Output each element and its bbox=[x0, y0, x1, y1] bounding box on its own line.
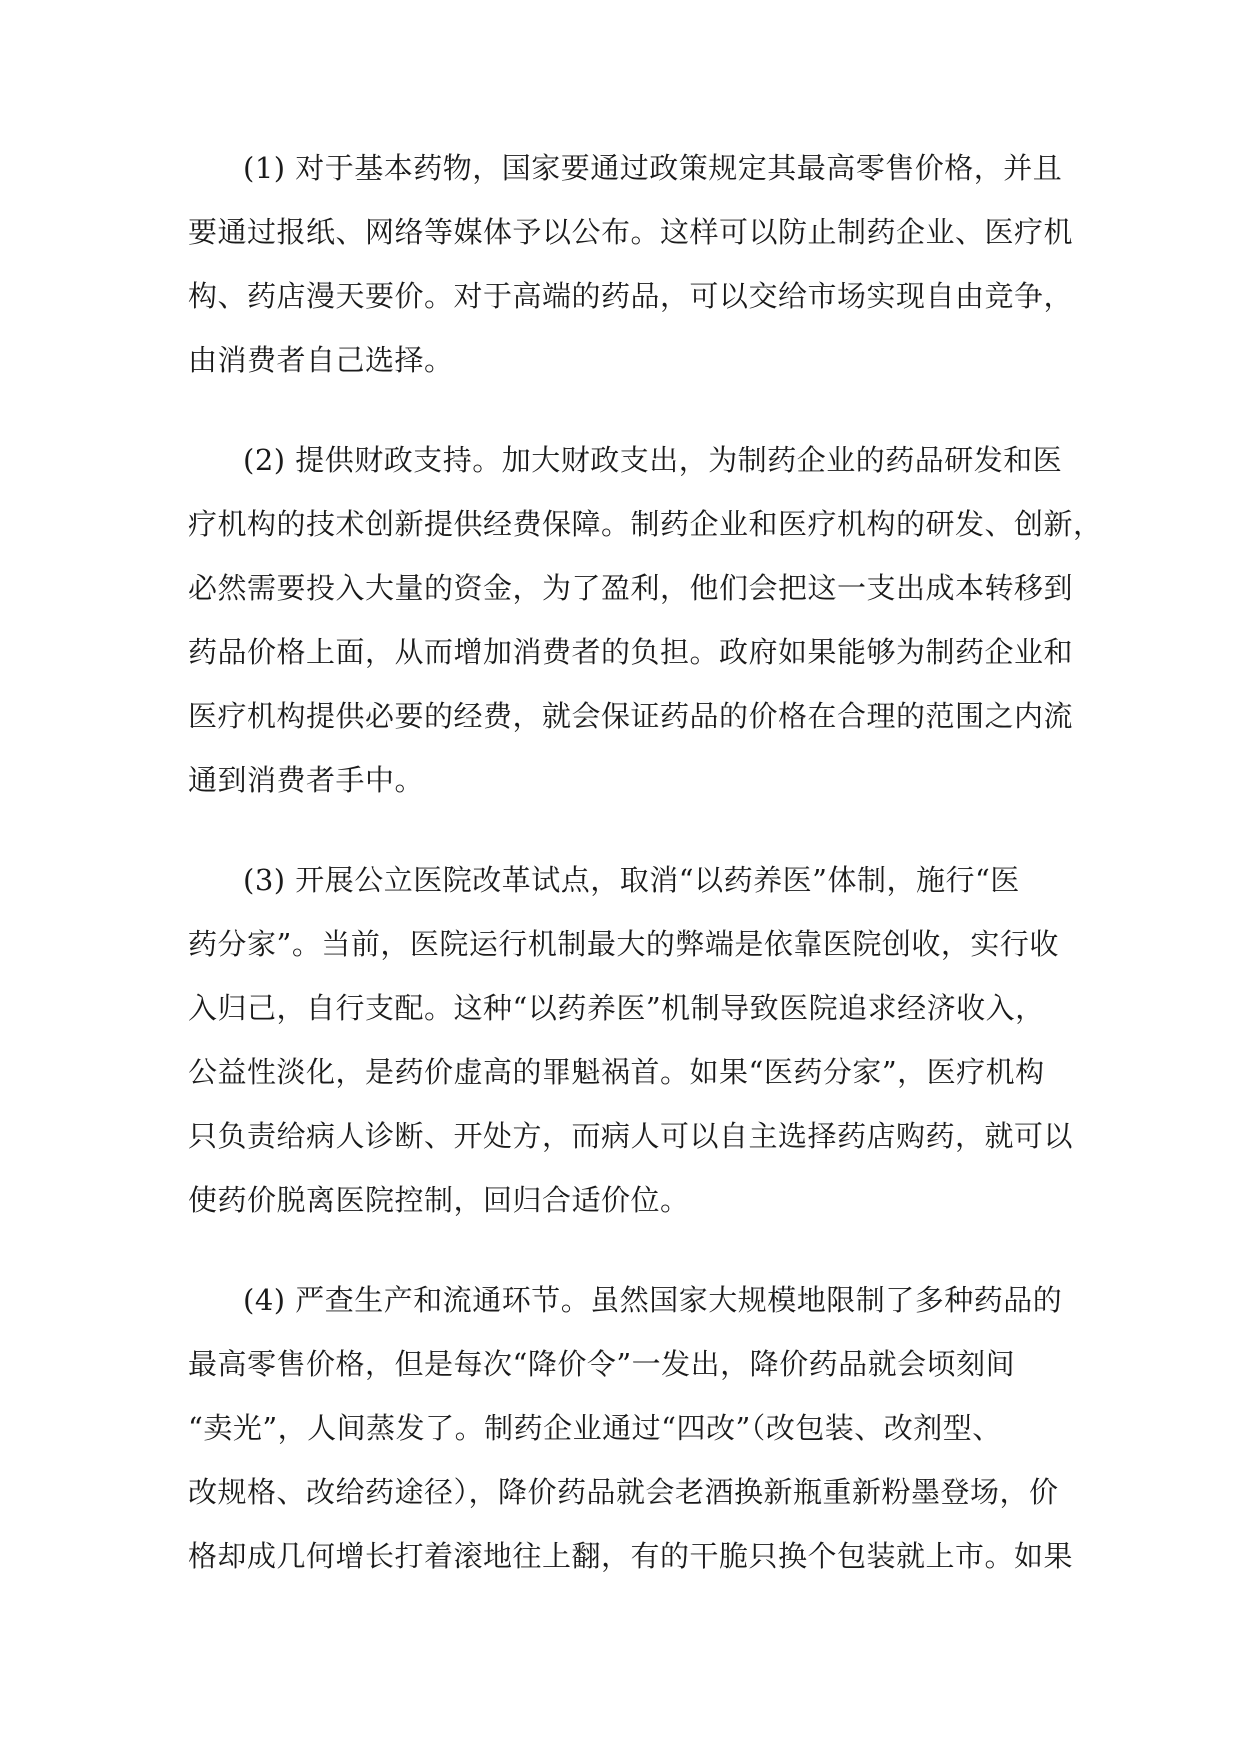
paragraph-line: 构、药店漫天要价。对于高端的药品，可以交给市场实现自由竞争， bbox=[188, 279, 1074, 313]
paragraph-line: 药品价格上面，从而增加消费者的负担。政府如果能够为制药企业和 bbox=[188, 635, 1074, 669]
paragraph-line: 格却成几何增长打着滚地往上翻，有的干脆只换个包装就上市。如果 bbox=[188, 1539, 1074, 1573]
paragraph-line: 最高零售价格，但是每次“降价令”一发出，降价药品就会顷刻间 bbox=[188, 1347, 1016, 1381]
paragraph-line: (1) 对于基本药物，国家要通过政策规定其最高零售价格，并且 bbox=[243, 151, 1063, 185]
paragraph-line: (4) 严查生产和流通环节。虽然国家大规模地限制了多种药品的 bbox=[243, 1283, 1063, 1317]
paragraph-line: 医疗机构提供必要的经费，就会保证药品的价格在合理的范围之内流 bbox=[188, 699, 1074, 733]
paragraph-line: (3) 开展公立医院改革试点，取消“以药养医”体制，施行“医 bbox=[243, 863, 1020, 897]
paragraph-line: 由消费者自己选择。 bbox=[188, 343, 454, 377]
paragraph-line: 疗机构的技术创新提供经费保障。制药企业和医疗机构的研发、创新， bbox=[188, 507, 1103, 541]
paragraph-line: 入归己，自行支配。这种“以药养医”机制导致医院追求经济收入， bbox=[188, 991, 1045, 1025]
paragraph-line: 通到消费者手中。 bbox=[188, 763, 425, 797]
paragraph-line: 只负责给病人诊断、开处方，而病人可以自主选择药店购药，就可以 bbox=[188, 1119, 1074, 1153]
paragraph-line: 使药价脱离医院控制，回归合适价位。 bbox=[188, 1183, 690, 1217]
paragraph-line: 改规格、改给药途径），降价药品就会老酒换新瓶重新粉墨登场，价 bbox=[188, 1475, 1059, 1509]
paragraph-line: 要通过报纸、网络等媒体予以公布。这样可以防止制药企业、医疗机 bbox=[188, 215, 1074, 249]
paragraph-line: (2) 提供财政支持。加大财政支出，为制药企业的药品研发和医 bbox=[243, 443, 1063, 477]
paragraph-line: “卖光”，人间蒸发了。制药企业通过“四改”（改包装、改剂型、 bbox=[188, 1411, 1002, 1445]
paragraph-line: 必然需要投入大量的资金，为了盈利，他们会把这一支出成本转移到 bbox=[188, 571, 1074, 605]
paragraph-line: 公益性淡化，是药价虚高的罪魁祸首。如果“医药分家”，医疗机构 bbox=[188, 1055, 1045, 1089]
paragraph-line: 药分家”。当前，医院运行机制最大的弊端是依靠医院创收，实行收 bbox=[188, 927, 1059, 961]
